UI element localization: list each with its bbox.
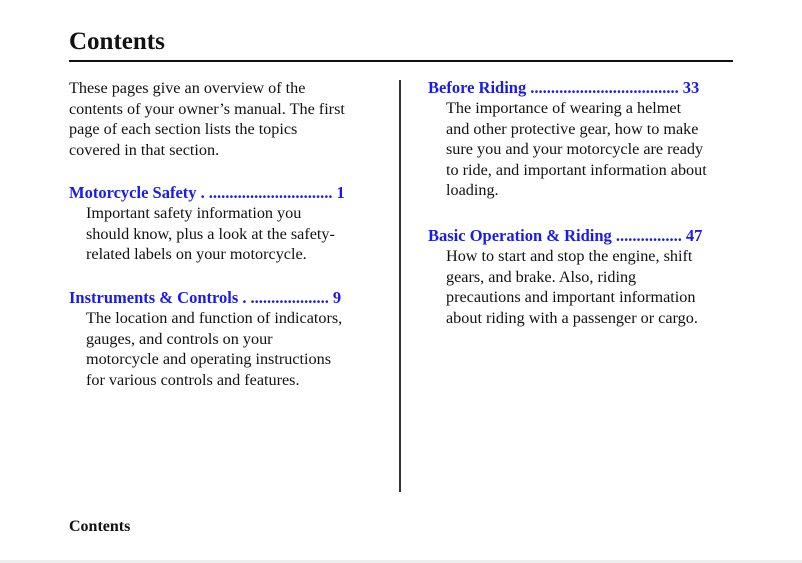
title-rule [69, 60, 733, 62]
toc-link-basic-operation[interactable] [428, 226, 702, 246]
section-description [446, 246, 698, 328]
page-footer: Contents [69, 518, 131, 535]
leader-dots: ................ [615, 226, 682, 245]
desc-line: gauges, and controls on your [86, 329, 273, 348]
intro-line: contents of your owner’s manual. The first [69, 99, 345, 118]
column-divider [399, 80, 401, 492]
toc-link-motorcycle-safety[interactable] [69, 183, 345, 203]
toc-page-number: 9 [332, 288, 342, 307]
toc-title: Motorcycle Safety . [69, 183, 205, 202]
section-description [86, 308, 342, 390]
toc-title: Instruments & Controls . [69, 288, 247, 307]
intro-line: These pages give an overview of the [69, 79, 306, 97]
intro-line: page of each section lists the topics [69, 120, 298, 139]
toc-page-number: 47 [685, 226, 703, 245]
intro-line: covered in that section. [69, 140, 220, 159]
toc-page-number: 33 [682, 78, 700, 97]
toc-title: Before Riding [428, 78, 527, 97]
desc-line: Important safety information you [86, 204, 302, 222]
leader-dots: .................................... [530, 78, 679, 97]
section-description [86, 203, 335, 265]
desc-line: motorcycle and operating instructions [86, 350, 331, 369]
leader-dots: .............................. [208, 183, 333, 202]
section-description [446, 98, 707, 201]
desc-line: The importance of wearing a helmet [446, 99, 682, 117]
desc-line: should know, plus a look at the safety- [86, 224, 335, 243]
desc-line: gears, and brake. Also, riding [446, 267, 637, 286]
desc-line: The location and function of indicators, [86, 309, 343, 327]
desc-line: about riding with a passenger or cargo. [446, 308, 698, 327]
intro [69, 78, 345, 160]
desc-line: for various controls and features. [86, 370, 300, 389]
toc-title: Basic Operation & Riding [428, 226, 612, 245]
page-title: Contents [69, 28, 165, 55]
leader-dots: ................... [250, 288, 329, 307]
desc-line: How to start and stop the engine, shift [446, 247, 693, 265]
desc-line: to ride, and important information about [446, 160, 707, 179]
toc-link-before-riding[interactable] [428, 78, 699, 98]
desc-line: precautions and important information [446, 288, 696, 307]
desc-line: related labels on your motorcycle. [86, 245, 307, 264]
desc-line: and other protective gear, how to make [446, 119, 699, 138]
toc-link-instruments-controls[interactable] [69, 288, 341, 308]
toc-page-number: 1 [336, 183, 345, 202]
desc-line: sure you and your motorcycle are ready [446, 140, 704, 159]
desc-line: loading. [446, 181, 499, 200]
